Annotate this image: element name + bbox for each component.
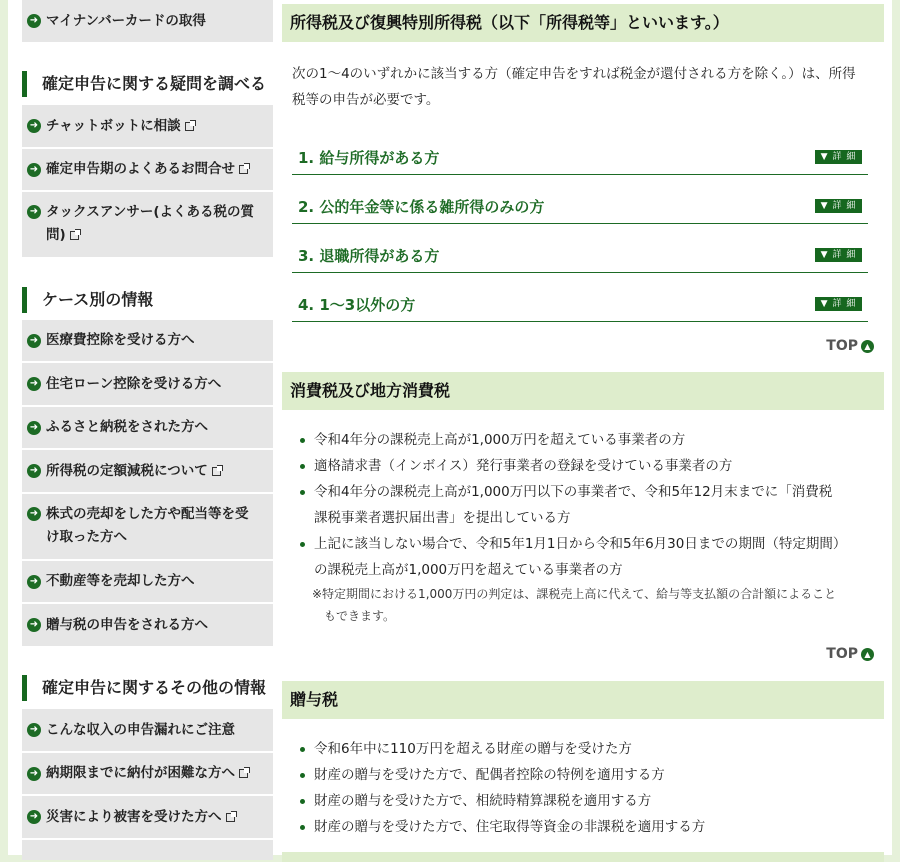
arrow-right-icon: ➜ — [27, 119, 41, 133]
sidebar-item-real-estate[interactable] — [22, 561, 273, 602]
section-heading-gift-tax: 贈与税 — [282, 681, 884, 719]
arrow-right-icon: ➜ — [27, 205, 41, 219]
arrow-right-icon: ➜ — [27, 723, 41, 737]
sidebar-item-label: こんな収入の申告漏れにご注意 — [46, 721, 235, 738]
sidebar-item-label: 災害により被害を受けた方へ — [46, 808, 222, 825]
arrow-right-icon: ➜ — [27, 14, 41, 28]
details-button-label: 詳 細 — [832, 250, 857, 260]
arrow-right-icon: ➜ — [27, 464, 41, 478]
chevron-up-icon: ▲ — [861, 648, 874, 661]
sidebar-item-label: 医療費控除を受ける方へ — [46, 332, 195, 348]
accordion-label: 2. 公的年金等に係る雑所得のみの方 — [298, 198, 545, 216]
list-item — [300, 479, 884, 531]
sidebar-item-label-line2: け取った方へ — [46, 529, 127, 545]
accordion-salary-income[interactable] — [292, 138, 868, 175]
note-line-1: ※特定期間における1,000万円の判定は、課税売上高に代えて、給与等支払額の合計額によること — [312, 587, 837, 601]
accordion-pension-income[interactable] — [292, 187, 868, 224]
sidebar-group-title: ケース別の情報 — [22, 287, 273, 313]
sidebar-item-housing-loan[interactable] — [22, 363, 273, 405]
page — [8, 0, 892, 855]
sidebar-item-flat-tax-cut[interactable] — [22, 450, 273, 492]
gift-tax-list — [282, 736, 884, 840]
sidebar-item-label: 納期限までに納付が困難な方へ — [46, 765, 235, 781]
list-item: 財産の贈与を受けた方で、相続時精算課税を適用する方 — [300, 788, 884, 814]
list-item-text: 令和4年分の課税売上高が1,000万円を超えている事業者の方 — [314, 432, 686, 448]
details-button-label: 詳 細 — [832, 201, 857, 211]
top-link-label: TOP — [826, 338, 858, 354]
sidebar-item-furusato[interactable] — [22, 407, 273, 448]
sidebar-item-label: チャットボットに相談 — [46, 117, 181, 134]
arrow-right-icon: ➜ — [27, 421, 41, 435]
external-link-icon — [239, 769, 248, 778]
accordion-label: 3. 退職所得がある方 — [298, 247, 440, 265]
arrow-right-icon: ➜ — [27, 767, 41, 781]
list-item: 財産の贈与を受けた方で、配偶者控除の特例を適用する方 — [300, 762, 884, 788]
top-link[interactable] — [826, 646, 874, 662]
accordion-other[interactable] — [292, 285, 868, 322]
sidebar-item-stocks[interactable] — [22, 494, 273, 559]
details-button[interactable]: ▼ 詳 細 — [815, 297, 862, 311]
list-item: 財産の贈与を受けた方で、住宅取得等資金の非課税を適用する方 — [300, 814, 884, 840]
list-item-text: 令和4年分の課税売上高が1,000万円以下の事業者で、令和5年12月末までに「消費税 — [314, 484, 833, 500]
sidebar-item-label: 住宅ローン控除を受ける方へ — [46, 375, 222, 392]
sidebar-item-partial[interactable] — [22, 840, 273, 860]
list-item — [300, 453, 884, 479]
list-item — [300, 427, 884, 453]
intro-line-2: 税等の申告が必要です。 — [292, 92, 440, 108]
sidebar-item-label: 所得税の定額減税について — [46, 462, 208, 479]
arrow-right-icon: ➜ — [27, 377, 41, 391]
section-heading-partial — [282, 852, 884, 862]
sidebar-item-taxanswer[interactable] — [22, 192, 273, 257]
sidebar-item-gift-tax[interactable] — [22, 604, 273, 646]
sidebar-group-title: 確定申告に関するその他の情報 — [22, 675, 273, 701]
list-item-text-line2: 課税事業者選択届出書」を提出している方 — [314, 510, 571, 526]
arrow-right-icon: ➜ — [27, 575, 41, 589]
note-line-2: もできます。 — [324, 609, 396, 623]
section-heading-income-tax: 所得税及び復興特別所得税（以下「所得税等」といいます。） — [282, 4, 884, 42]
consumption-tax-list — [282, 427, 884, 627]
details-button-label: 詳 細 — [832, 299, 857, 309]
list-item — [300, 531, 884, 583]
income-tax-intro — [282, 61, 884, 113]
external-link-icon — [70, 231, 79, 240]
arrow-right-icon: ➜ — [27, 507, 41, 521]
sidebar-item-label: 確定申告期のよくあるお問合せ — [46, 161, 235, 177]
sidebar-item-label: ふるさと納税をされた方へ — [46, 419, 208, 435]
arrow-right-icon: ➜ — [27, 810, 41, 824]
sidebar-item-faq[interactable] — [22, 149, 273, 190]
sidebar-item-mynumber-card[interactable] — [22, 0, 273, 42]
arrow-right-icon: ➜ — [27, 618, 41, 632]
details-button[interactable]: ▼ 詳 細 — [815, 199, 862, 213]
external-link-icon — [226, 813, 235, 822]
section-heading-consumption-tax: 消費税及び地方消費税 — [282, 372, 884, 410]
sidebar-item-income-omission[interactable] — [22, 709, 273, 751]
sidebar-item-disaster[interactable] — [22, 796, 273, 838]
arrow-right-icon: ➜ — [27, 163, 41, 177]
external-link-icon — [185, 122, 194, 131]
external-link-icon — [212, 467, 221, 476]
sidebar-item-label-line1: 株式の売却をした方や配当等を受 — [46, 506, 249, 522]
chevron-up-icon: ▲ — [861, 340, 874, 353]
arrow-right-icon: ➜ — [27, 334, 41, 348]
sidebar-item-label: マイナンバーカードの取得 — [46, 12, 206, 29]
sidebar-item-label: 不動産等を売却した方へ — [46, 573, 195, 589]
sidebar-item-label-line1: タックスアンサー(よくある税の質 — [46, 204, 254, 220]
list-item-text: 上記に該当しない場合で、令和5年1月1日から令和5年6月30日までの期間（特定期間） — [314, 536, 847, 552]
details-button[interactable]: ▼ 詳 細 — [815, 150, 862, 164]
intro-line-1: 次の1～4のいずれかに該当する方（確定申告をすれば税金が還付される方を除く。）は、所得 — [292, 66, 856, 82]
top-link-label: TOP — [826, 646, 858, 662]
sidebar-item-label: 贈与税の申告をされる方へ — [46, 616, 208, 633]
sidebar-item-label-line2: 問) — [46, 227, 66, 243]
list-item: 令和6年中に110万円を超える財産の贈与を受けた方 — [300, 736, 884, 762]
sidebar-item-medical[interactable] — [22, 320, 273, 361]
details-button-label: 詳 細 — [832, 152, 857, 162]
accordion-label: 4. 1～3以外の方 — [298, 296, 416, 314]
sidebar-item-payment-difficulty[interactable] — [22, 753, 273, 794]
sidebar-group-title: 確定申告に関する疑問を調べる — [22, 71, 273, 97]
accordion-retirement-income[interactable] — [292, 236, 868, 273]
details-button[interactable]: ▼ 詳 細 — [815, 248, 862, 262]
top-link[interactable] — [826, 338, 874, 354]
list-item-text-line2: の課税売上高が1,000万円を超えている事業者の方 — [314, 562, 623, 578]
accordion-label: 1. 給与所得がある方 — [298, 149, 440, 167]
list-item-text: 適格請求書（インボイス）発行事業者の登録を受けている事業者の方 — [314, 458, 733, 474]
sidebar-item-chatbot[interactable] — [22, 105, 273, 147]
external-link-icon — [239, 165, 248, 174]
